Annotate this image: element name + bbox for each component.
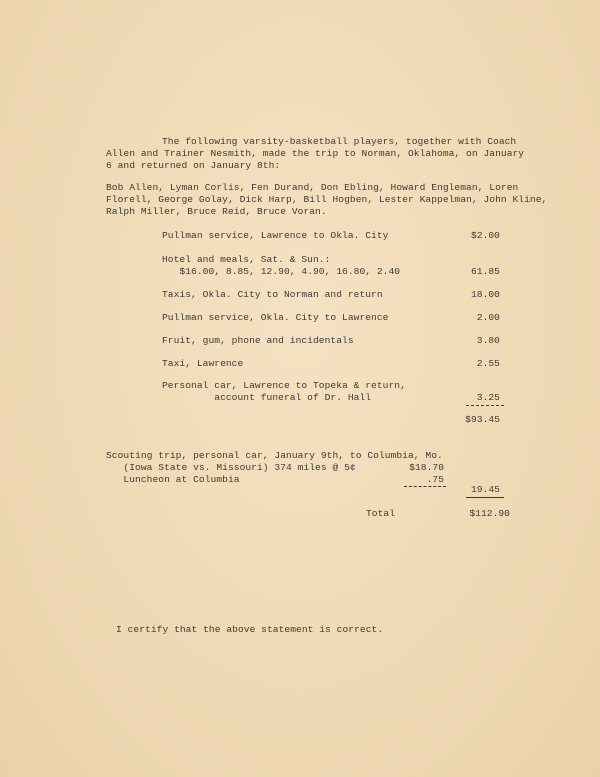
players-line-3: Ralph Miller, Bruce Reid, Bruce Voran. [106,206,327,217]
expense-pullman-to-okla: Pullman service, Lawrence to Okla. City [162,230,389,241]
expense-personal-car: Personal car, Lawrence to Topeka & return, [162,380,406,391]
scouting-line-2: (Iowa State vs. Missouri) 374 miles @ 5¢ [106,462,356,473]
players-line-2: Florell, George Golay, Dick Harp, Bill Hogben, Lester Kappelman, John Kline, [106,194,548,205]
expense-fruit-gum: Fruit, gum, phone and incidentals [162,335,354,346]
scouting-total-amount: 19.45 [470,484,500,495]
expense-hotel-meals: Hotel and meals, Sat. & Sun.: [162,254,331,265]
subtotal-amount: $93.45 [465,414,500,425]
players-line-1: Bob Allen, Lyman Corlis, Fen Durand, Don Ebling, Howard Engleman, Loren [106,182,519,193]
expense-pullman-to-lawrence: Pullman service, Okla. City to Lawrence [162,312,389,323]
scouting-line-3: Luncheon at Columbia [106,474,240,485]
expense-amount: 61.85 [470,266,500,277]
intro-line-2: Allen and Trainer Nesmith, made the trip to Norman, Oklahoma, on January [106,148,525,159]
expense-taxi-lawrence: Taxi, Lawrence [162,358,244,369]
scouting-mileage-amount: $18.70 [409,462,444,473]
expense-amount: 2.55 [476,358,500,369]
expense-amount: 3.80 [476,335,500,346]
intro-line-3: 6 and returned on January 8th: [106,160,281,171]
expense-taxis-norman: Taxis, Okla. City to Norman and return [162,289,383,300]
underline-rule [466,405,504,406]
underline-rule [466,497,504,498]
expense-amount: 18.00 [470,289,500,300]
expense-amount: 3.25 [476,392,500,403]
scouting-luncheon-amount: .75 [426,474,444,485]
scouting-line-1: Scouting trip, personal car, January 9th, to Columbia, Mo. [106,450,443,461]
certification-statement: I certify that the above statement is correct. [116,624,384,635]
expense-amount: $2.00 [470,230,500,241]
total-label: Total [366,508,396,519]
expense-amount: 2.00 [476,312,500,323]
total-amount: $112.90 [469,508,510,519]
expense-funeral-note: account funeral of Dr. Hall [162,392,372,403]
intro-line-1: The following varsity-basketball players, together with Coach [162,136,517,147]
expense-hotel-breakdown: $16.00, 8.85, 12.90, 4.90, 16.80, 2.40 [162,266,401,277]
